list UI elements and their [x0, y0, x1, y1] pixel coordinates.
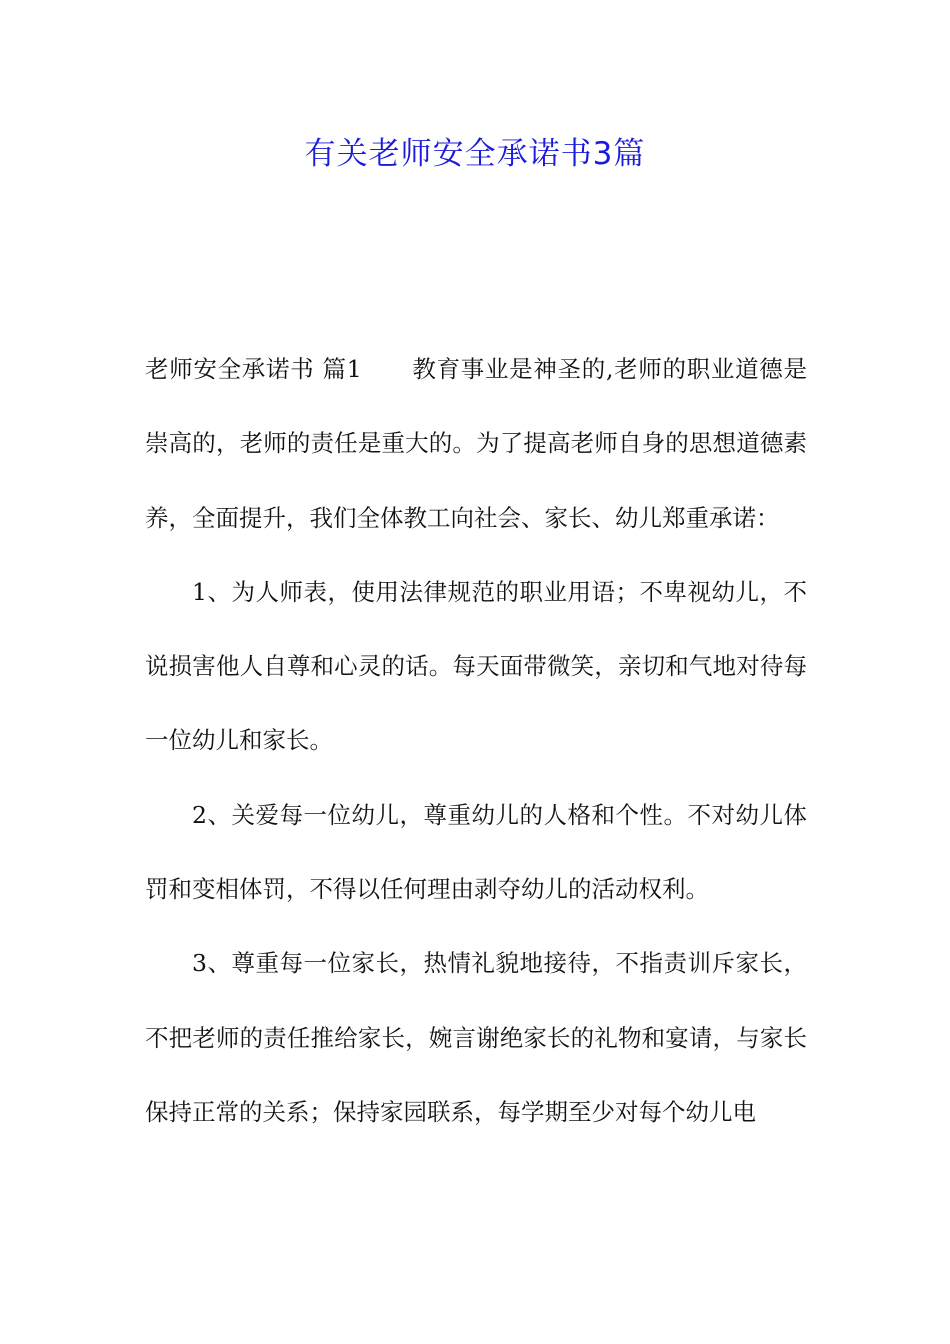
intro-paragraph	[145, 332, 807, 555]
document-body	[145, 332, 807, 1149]
commitment-item-1: 1、为人师表，使用法律规范的职业用语；不卑视幼儿，不说损害他人自尊和心灵的话。每天面带微笑，亲切和气地对待每一位幼儿和家长。	[145, 577, 807, 755]
intro-text: 教育事业是神圣的,老师的职业道德是崇高的，老师的责任是重大的。为了提高老师自身的思想道德素养，全面提升，我们全体教工向社会、家长、幼儿郑重承诺：	[145, 355, 807, 532]
commitment-item-2: 2、关爱每一位幼儿，尊重幼儿的人格和个性。不对幼儿体罚和变相体罚，不得以任何理由剥夺幼儿的活动权利。	[145, 800, 807, 904]
document-title: 有关老师安全承诺书3篇	[304, 136, 646, 172]
commitment-item-3: 3、尊重每一位家长，热情礼貌地接待，不指责训斥家长，不把老师的责任推给家长，婉言谢绝家长的礼物和宴请，与家长保持正常的关系；保持家园联系，每学期至少对每个幼儿电	[145, 949, 807, 1126]
section-heading: 老师安全承诺书 篇1	[145, 355, 362, 383]
